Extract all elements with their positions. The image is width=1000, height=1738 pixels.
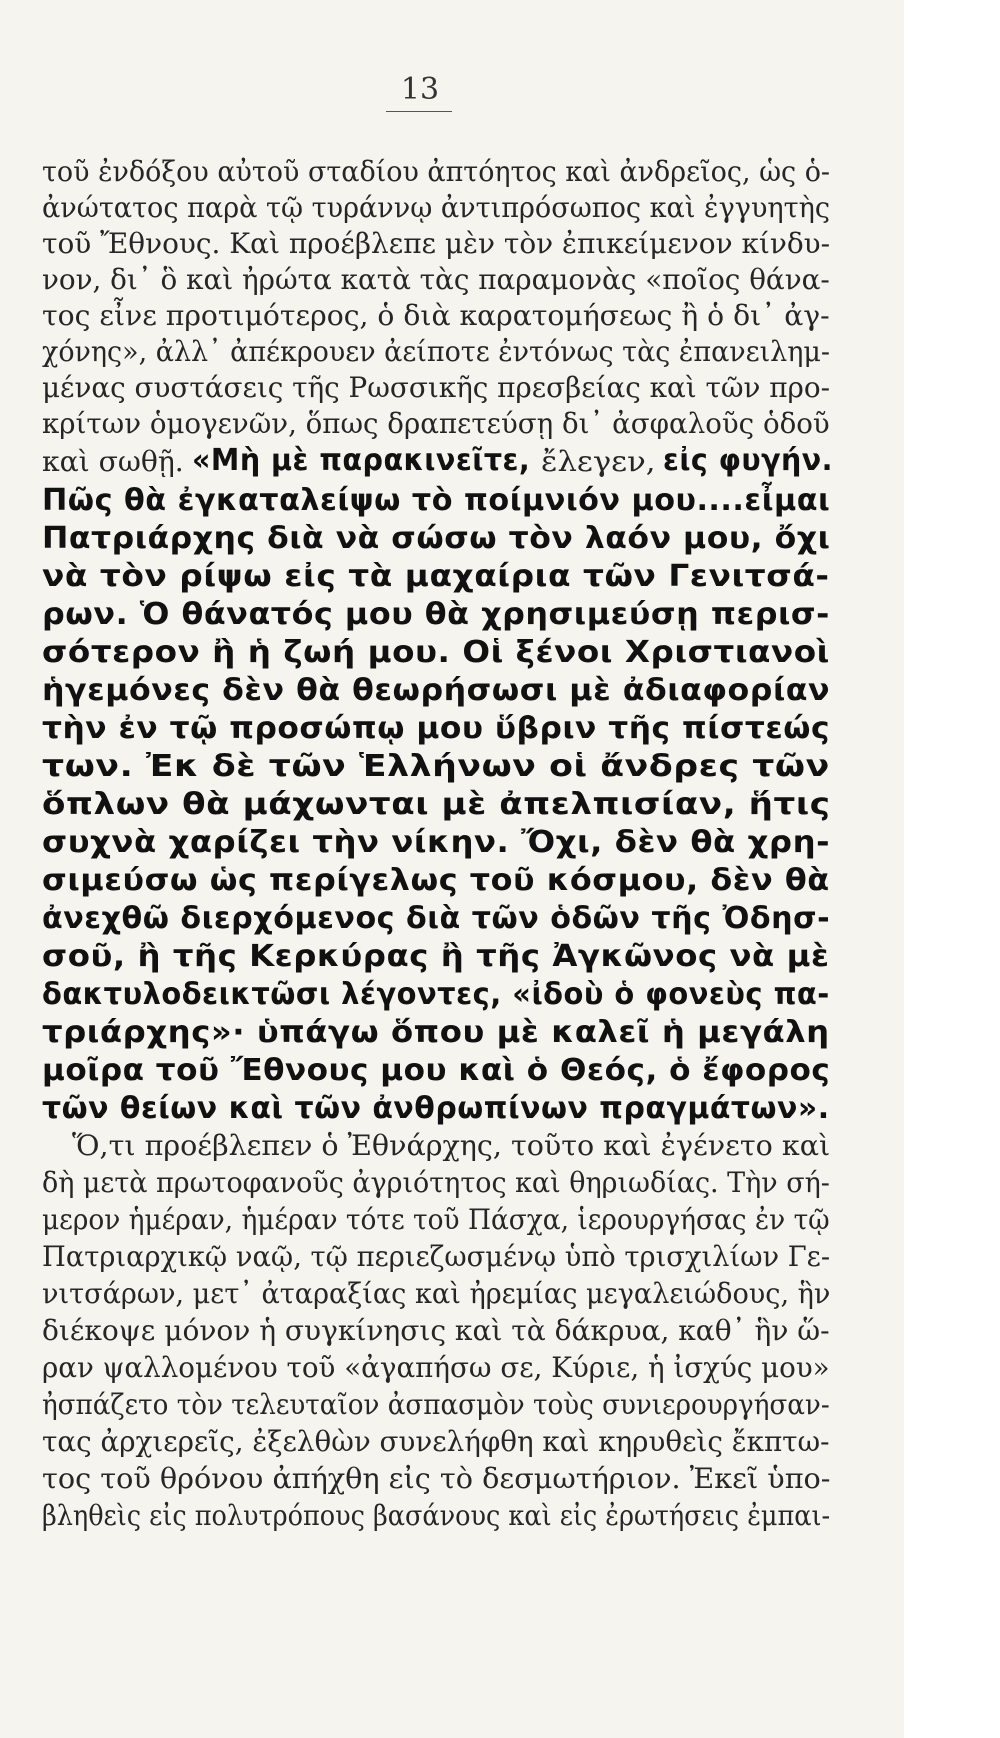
text-line-bold: των. Ἐκ δὲ τῶν Ἑλλήνων οἱ ἄνδρες τῶν	[42, 749, 830, 784]
text-line: μένας συστάσεις τῆς Ρωσσικῆς πρεσβείας καὶ τῶν προ-	[42, 371, 830, 404]
text-line: ἀνώτατος παρὰ τῷ τυράννῳ ἀντιπρόσωπος καὶ ἐγγυητὴς	[42, 191, 830, 224]
text-line: τοῦ Ἔθνους. Καὶ προέβλεπε μὲν τὸν ἐπικείμενον κίνδυ-	[42, 227, 831, 260]
text-line-bold: νὰ τὸν ρίψω εἰς τὰ μαχαίρια τῶν Γενιτσά-	[42, 559, 830, 594]
text-line-bold: συχνὰ χαρίζει τὴν νίκην. Ὄχι, δὲν θὰ χρη-	[42, 825, 831, 860]
text-line: καὶ σωθῇ.	[42, 445, 184, 478]
text-line-bold: τριάρχης»· ὑπάγω ὅπου μὲ καλεῖ ἡ μεγάλη	[42, 1015, 830, 1050]
text-line-bold: ὅπλων θὰ μάχωνται μὲ ἀπελπισίαν, ἥτις	[42, 787, 831, 822]
text-line: τος τοῦ θρόνου ἀπήχθη εἰς τὸ δεσμωτήριον. Ἐκεῖ ὑπο-	[42, 1462, 831, 1495]
text-line-bold: τὴν ἐν τῷ προσώπῳ μου ὕβριν τῆς πίστεώς	[42, 711, 831, 746]
text-line: ἠσπάζετο τὸν τελευταῖον ἀσπασμὸν τοὺς συνιερουργήσαν-	[42, 1388, 830, 1421]
text-line: ραν ψαλλομένου τοῦ «ἀγαπήσω σε, Κύριε, ἡ ἰσχύς μου»	[42, 1351, 830, 1384]
text-line: νον, δι᾽ ὃ καὶ ἠρώτα κατὰ τὰς παραμονὰς «ποῖος θάνα-	[42, 263, 830, 296]
text-line: κρίτων ὁμογενῶν, ὅπως δραπετεύσῃ δι᾽ ἀσφαλοῦς ὁδοῦ	[42, 407, 830, 440]
text-line: νιτσάρων, μετ᾽ ἀταραξίας καὶ ἠρεμίας μεγαλειώδους, ἣν	[42, 1277, 831, 1310]
page-number: 13	[400, 72, 440, 107]
text-line-bold: τῶν θείων καὶ τῶν ἀνθρωπίνων πραγμάτων».	[42, 1091, 830, 1126]
text-line: βληθεὶς εἰς πολυτρόπους βασάνους καὶ εἰς ἐρωτήσεις ἐμπαι-	[42, 1499, 831, 1532]
text-line-bold: ἡγεμόνες δὲν θὰ θεωρήσωσι μὲ ἀδιαφορίαν	[42, 673, 831, 708]
text-line-bold: μοῖρα τοῦ Ἔθνους μου καὶ ὁ Θεός, ὁ ἔφορος	[42, 1053, 831, 1088]
text-line-bold: «Μὴ μὲ παρακινεῖτε,	[192, 443, 531, 478]
text-line-bold: δακτυλοδεικτῶσι λέγοντες, «ἰδοὺ ὁ φονεὺς πα-	[42, 977, 830, 1012]
text-line: ἔλεγεν,	[541, 445, 656, 478]
text-line: μερον ἡμέραν, ἡμέραν τότε τοῦ Πάσχα, ἱερουργήσας ἐν τῷ	[42, 1203, 830, 1236]
text-line: δὴ μετὰ πρωτοφανοῦς ἀγριότητος καὶ θηριωδίας. Τὴν σή-	[42, 1166, 830, 1199]
text-line: τας ἀρχιερεῖς, ἐξελθὼν συνελήφθη καὶ κηρυθεὶς ἔκπτω-	[42, 1425, 830, 1458]
text-line-bold: σιμεύσω ὡς περίγελως τοῦ κόσμου, δὲν θὰ	[42, 863, 830, 898]
text-line-bold: σοῦ, ἢ τῆς Κερκύρας ἢ τῆς Ἀγκῶνος νὰ μὲ	[42, 939, 830, 974]
text-line: διέκοψε μόνον ἡ συγκίνησις καὶ τὰ δάκρυα, καθ᾽ ἣν ὥ-	[42, 1314, 830, 1347]
text-line-bold: σότερον ἢ ἡ ζωή μου. Οἱ ξένοι Χριστιανοὶ	[42, 635, 830, 670]
text-line: τος εἶνε προτιμότερος, ὁ διὰ καρατομήσεως ἢ ὁ δι᾽ ἀγ-	[42, 299, 830, 332]
text-line-bold: εἰς φυγήν.	[663, 443, 833, 478]
text-line-bold: ρων. Ὁ θάνατός μου θὰ χρησιμεύσῃ περισ-	[42, 597, 830, 632]
text-line-bold: Πατριάρχης διὰ νὰ σώσω τὸν λαόν μου, ὄχι	[42, 521, 831, 556]
text-line: χόνης», ἀλλ᾽ ἀπέκρουεν ἀείποτε ἐντόνως τὰς ἐπανειλημ-	[42, 335, 830, 368]
text-line-bold: ἀνεχθῶ διερχόμενος διὰ τῶν ὁδῶν τῆς Ὀδησ-	[42, 901, 831, 936]
text-line: Ὅ,τι προέβλεπεν ὁ Ἐθνάρχης, τοῦτο καὶ ἐγένετο καὶ	[72, 1129, 831, 1162]
text-line: τοῦ ἐνδόξου αὐτοῦ σταδίου ἀπτόητος καὶ ἀνδρεῖος, ὡς ὁ-	[42, 155, 831, 188]
text-line-bold: Πῶς θὰ ἐγκαταλείψω τὸ ποίμνιόν μου....εἶμαι	[42, 483, 831, 518]
page-number-rule	[386, 111, 452, 112]
text-line: Πατριαρχικῷ ναῷ, τῷ περιεζωσμένῳ ὑπὸ τρισχιλίων Γε-	[42, 1240, 831, 1273]
